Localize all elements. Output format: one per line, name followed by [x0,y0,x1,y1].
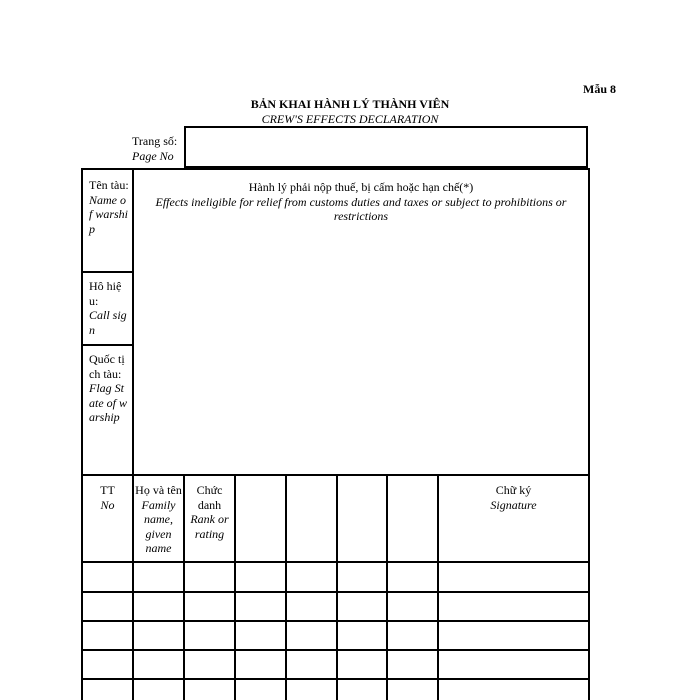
flag-state-label-en: Flag State of warship [89,381,127,425]
ship-name-label-en: Name of warship [89,192,129,236]
column-header-no [83,483,132,512]
grid-line [81,344,134,346]
column-header-no-en: No [100,497,115,512]
column-header-name-en: Family name, given name [141,497,176,556]
grid-line [386,474,388,700]
call-sign-label-vn: Hô hiệu: [89,279,122,308]
grid-line [588,168,590,700]
call-sign-label-en: Call sign [89,308,127,337]
effects-heading [134,180,588,224]
page-number-field[interactable] [184,126,588,168]
ship-name-label [89,178,129,236]
column-header-signature [439,483,588,512]
grid-line [336,474,338,700]
ship-name-label-vn: Tên tàu: [89,178,129,192]
grid-line [81,271,134,273]
page-number-label-en: Page No [132,149,174,163]
grid-line [81,168,83,700]
call-sign-label [89,279,129,337]
column-header-rank-vn: Chức danh [196,483,223,512]
column-header-rank [185,483,234,541]
document-subtitle: CREW'S EFFECTS DECLARATION [261,112,439,126]
column-header-signature-en: Signature [490,497,537,512]
column-header-no-vn: TT [100,483,115,497]
grid-line [132,168,134,700]
form-number: Mẫu 8 [583,82,616,96]
effects-heading-vn: Hành lý phải nộp thuế, bị cấm hoặc hạn chế(*) [248,180,474,194]
column-header-rank-en: Rank or rating [190,512,229,541]
column-header-name-vn: Họ và tên [135,483,182,497]
column-header-signature-vn: Chữ ký [495,483,532,497]
page-number-label-vn: Trang số: [132,134,178,148]
grid-line [234,474,236,700]
effects-heading-en: Effects ineligible for relief from customs duties and taxes or subject to prohibitions or restrictions [155,194,567,224]
document-title: BẢN KHAI HÀNH LÝ THÀNH VIÊN [250,97,450,111]
column-header-name [133,483,184,556]
grid-line [81,168,590,170]
flag-state-label [89,352,129,425]
grid-line [285,474,287,700]
page-number-label [132,134,184,164]
flag-state-label-vn: Quốc tịch tàu: [89,352,125,381]
